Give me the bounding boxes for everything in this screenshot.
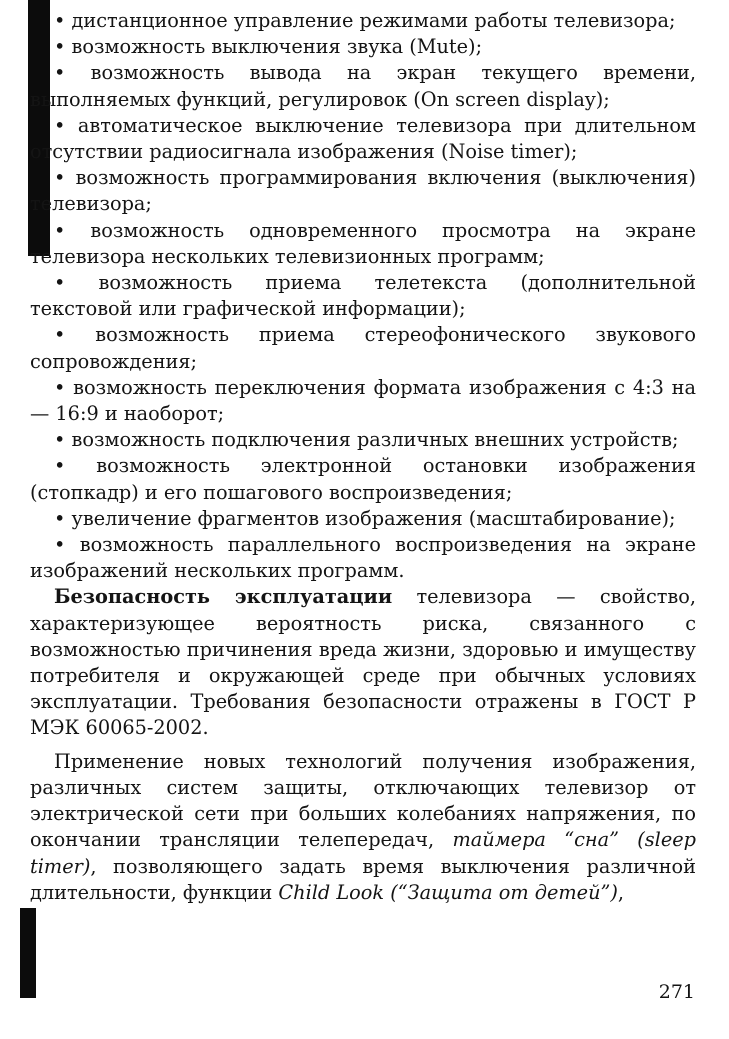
application-text-2: , позволяющего задать время выключения различной длительности, функции <box>30 854 696 904</box>
list-item: • автоматическое выключение телевизора при длительном отсутствии радиосигнала изображения (Noise timer); <box>30 113 696 165</box>
list-item: • возможность параллельного воспроизведения на экране изображений нескольких программ. <box>30 532 696 584</box>
scan-edge-bottom <box>20 908 36 998</box>
page-number: 271 <box>658 981 695 1003</box>
list-item: • возможность подключения различных внешних устройств; <box>30 427 696 453</box>
list-item: • возможность переключения формата изображения с 4:3 на — 16:9 и наоборот; <box>30 375 696 427</box>
safety-term: Безопасность эксплуатации <box>54 585 393 609</box>
list-item: • возможность приема телетекста (дополнительной текстовой или графической информации); <box>30 270 696 322</box>
list-item: • возможность электронной остановки изображения (стопкадр) и его пошагового воспроизведения; <box>30 453 696 505</box>
application-paragraph <box>30 749 696 906</box>
safety-text: телевизора — свойство, характеризующее вероятность риска, связанного с возможностью причинения вреда жизни, здоровью и имуществу потребителя и окружающей среде при обычных условиях эксплуатации. Требования безопасности отражены в ГОСТ Р МЭК 60065-2002. <box>30 585 696 740</box>
list-item: • возможность вывода на экран текущего времени, выполняемых функций, регулировок (On screen display); <box>30 60 696 112</box>
list-item: • возможность одновременного просмотра на экране телевизора нескольких телевизионных программ; <box>30 218 696 270</box>
safety-paragraph <box>30 584 696 741</box>
list-item: • возможность программирования включения (выключения) телевизора; <box>30 165 696 217</box>
child-lock-term: Child Look (“Защита от детей”) <box>278 880 618 904</box>
application-text-1: Применение новых технологий получения изображения, различных систем защиты, отключающих телевизор от электрической сети при больших колебаниях напряжения, по окончании трансляции телепередач, <box>30 749 696 852</box>
application-text-3: , <box>617 880 625 904</box>
page-text <box>30 8 696 906</box>
list-item: • увеличение фрагментов изображения (масштабирование); <box>30 506 696 532</box>
list-item: • возможность приема стереофонического звукового сопровождения; <box>30 322 696 374</box>
sleep-timer-term: таймера “сна” (sleep timer) <box>30 828 696 878</box>
list-item: • дистанционное управление режимами работы телевизора; <box>30 8 696 34</box>
list-item: • возможность выключения звука (Mute); <box>30 34 696 60</box>
